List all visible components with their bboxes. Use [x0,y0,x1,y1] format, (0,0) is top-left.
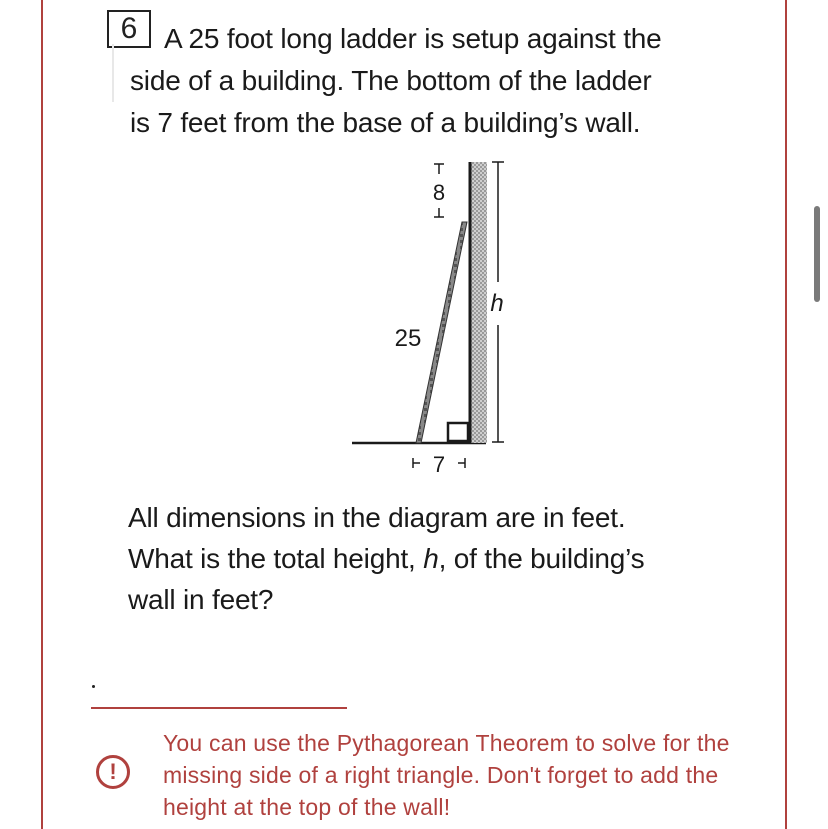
answer-cursor-dot [92,685,95,688]
question-line-4: All dimensions in the diagram are in feet. [128,502,626,533]
question-line-5-var: h [423,543,439,574]
question-line-3: is 7 feet from the base of a building’s wall. [130,107,641,138]
question-line-5-pre: What is the total height, [128,543,424,574]
right-angle-marker [448,423,468,441]
answer-input-underline[interactable] [91,707,347,709]
hint-text: You can use the Pythagorean Theorem to solve for the missing side of a right triangle. Don't forget to add the height at the top of the wall! [163,730,730,820]
question-line-5-post: , of the building’s [438,543,645,574]
frame-left-border [41,0,43,829]
top-gap-label: 8 [432,180,446,205]
question-number: 6 [107,10,151,48]
frame-right-border [785,0,787,829]
question-line-2: side of a building. The bottom of the ladder [130,65,652,96]
exclamation-circle-icon: ! [96,755,130,789]
scrollbar[interactable] [814,206,820,302]
question-text [130,18,750,144]
building-wall [470,162,487,443]
ladder-diagram [340,150,540,480]
question-line-1: A 25 foot long ladder is setup against the [164,23,662,54]
base-distance-label: 7 [432,452,446,477]
ladder [416,222,467,443]
question-line-5 [128,538,748,579]
height-label: h [490,290,504,317]
ladder-length-label: 25 [394,325,422,352]
question-text-2 [128,497,748,620]
question-side-bar [112,44,114,102]
question-line-6: wall in feet? [128,584,274,615]
